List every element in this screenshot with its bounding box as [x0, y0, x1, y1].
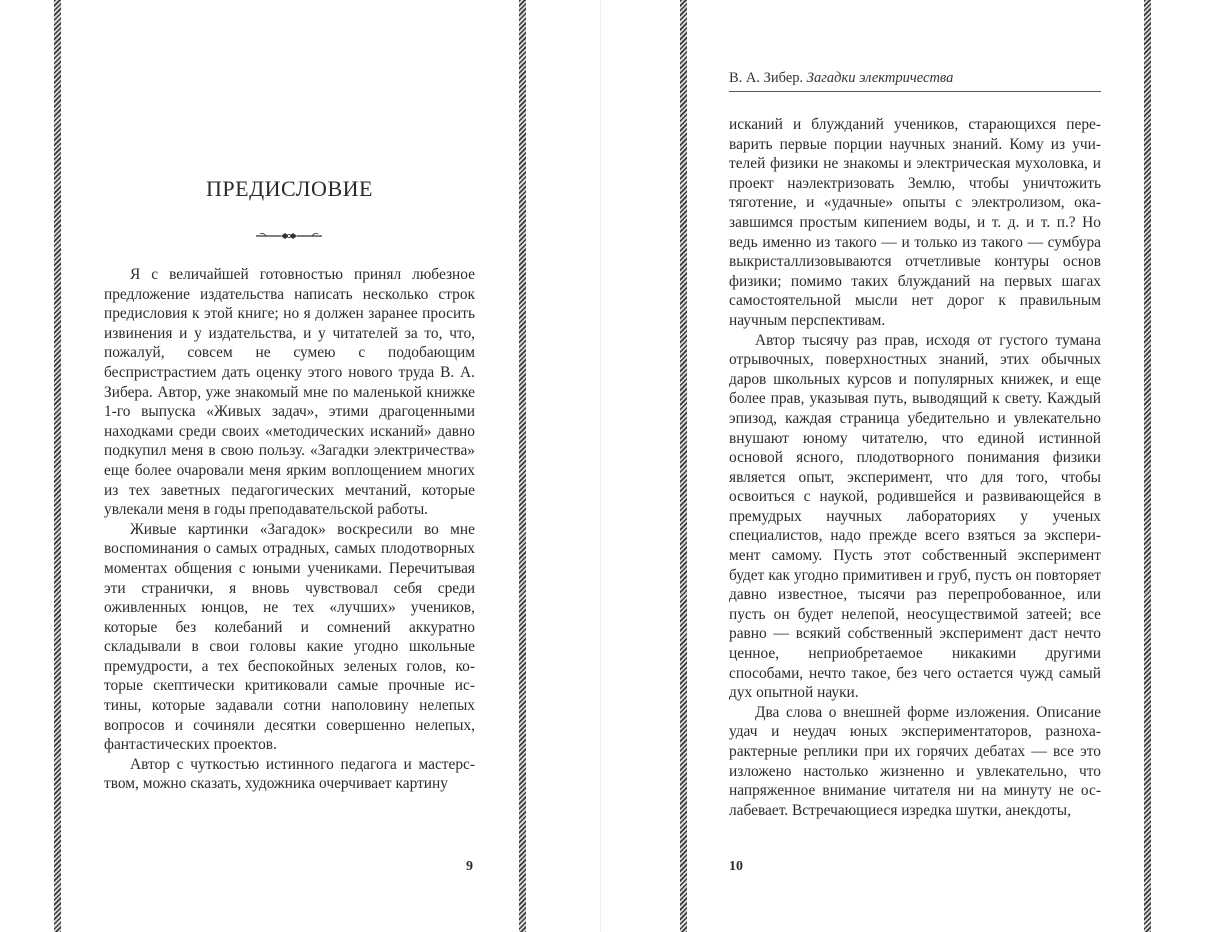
left-page-body — [104, 265, 475, 794]
paragraph: Живые картинки «Загадок» воскресили во мне воспоминания о самых отрадных, самых плодотворных моментах общения с юными учениками. Перечитывая эти странички, я вновь чувствовал себя среди оживленных юнцов, не тех «лучших» учеников, которые без колебаний и сомнений аккуратно складывали в свои головы какие угодно школьные премудрости, а тех беспокойных зеленых голов, которые скептически критиковали самые прочные истины, которые задавали сотни наполовину нелепых вопросов и сочиняли десятки совершенно нелепых, фантастических проектов. — [104, 520, 475, 754]
right-page-body — [729, 115, 1101, 820]
chapter-title: ПРЕДИСЛОВИЕ — [206, 176, 373, 201]
running-head-author: В. А. Зибер. — [729, 70, 804, 86]
paragraph: Автор тысячу раз прав, исходя от густого тумана отрывочных, поверхностных знаний, этих обычных даров школьных курсов и популярных книжек, и еще более прав, указывая путь, выводящий к свету. Каждый эпизод, каждая страница убедительно и увлекательно внушают юному читателю, что единой истинной основой ясного, плодотворного понимания физики является опыт, эксперимент, что для того, чтобы освоиться с наукой, родившейся и развивающейся в премудрых научных лабораториях у ученых специалистов, надо прежде всего взяться за эксперимент самому. Пусть этот собственный эксперимент будет как угодно примитивен и груб, пусть он повторяет давно известное, тысячи раз перепробованное, или пусть он будет нелепой, неосуществимой затеей; все равно — всякий собственный эксперимент даст нечто ценное, неприобретаемое никакими другими способами, нечто такое, без чего остается чужд самый дух опытной науки. — [729, 331, 1101, 702]
page-number-right: 10 — [729, 859, 743, 874]
right-page-outer-rope-border — [1144, 0, 1151, 932]
paragraph: исканий и блужданий учеников, старающихся переварить первые порции научных знаний. Кому из учителей физики не знакомы и электрическая мухоловка, и проект наэлектризовать Землю, чтобы уничтожить тяготение, и «удачные» опыты с электролизом, оказавшимся простым кипением воды, и т. д. и т. п.? Но ведь именно из такого — и только из такого — сумбура выкристаллизовываются отчетливые контуры основ физики; помимо таких блужданий на первых шагах самостоятельной мысли нет дорог к правильным научным перспективам. — [729, 116, 1101, 329]
page-number-left: 9 — [466, 859, 473, 874]
running-head — [729, 70, 1101, 92]
paragraph: Автор с чуткостью истинного педагога и мастерством, можно сказать, художника очерчивает картину — [104, 755, 475, 793]
left-page-inner-rope-border — [519, 0, 526, 932]
paragraph: Два слова о внешней форме изложения. Описание удач и неудач юных экспериментаторов, разнохарактерные реплики при их горячих дебатах — все это изложено настолько жизненно и увлекательно, что напряженное внимание читателя ни на минуту не ослабевает. Встречающиеся изредка шутки, анекдоты, — [729, 703, 1101, 819]
paragraph: Я с величайшей готовностью принял любезное предложение издательства написать несколько строк предисловия к этой книге; но я должен заранее просить извинения и у издательства, и у читателей за то, что, пожалуй, совсем не сумею с подобающим беспристрастием дать оценку этого нового труда В. А. Зибера. Автор, уже знакомый мне по маленькой книжке 1-го выпуска «Живых задач», этими драгоценными находками среди своих «методических исканий» давно подкупил меня в свою пользу. «Загадки электричества» еще более очаровали меня ярким воплощением многих из тех заветных педагогических мечтаний, которые увлекали меня в годы преподавательской работы. — [104, 266, 475, 519]
left-page-outer-rope-border — [54, 0, 61, 932]
right-page-inner-rope-border — [680, 0, 687, 932]
book-gutter — [600, 0, 601, 932]
ornamental-divider-icon — [254, 229, 324, 243]
running-head-title: Загадки электричества — [806, 70, 954, 86]
